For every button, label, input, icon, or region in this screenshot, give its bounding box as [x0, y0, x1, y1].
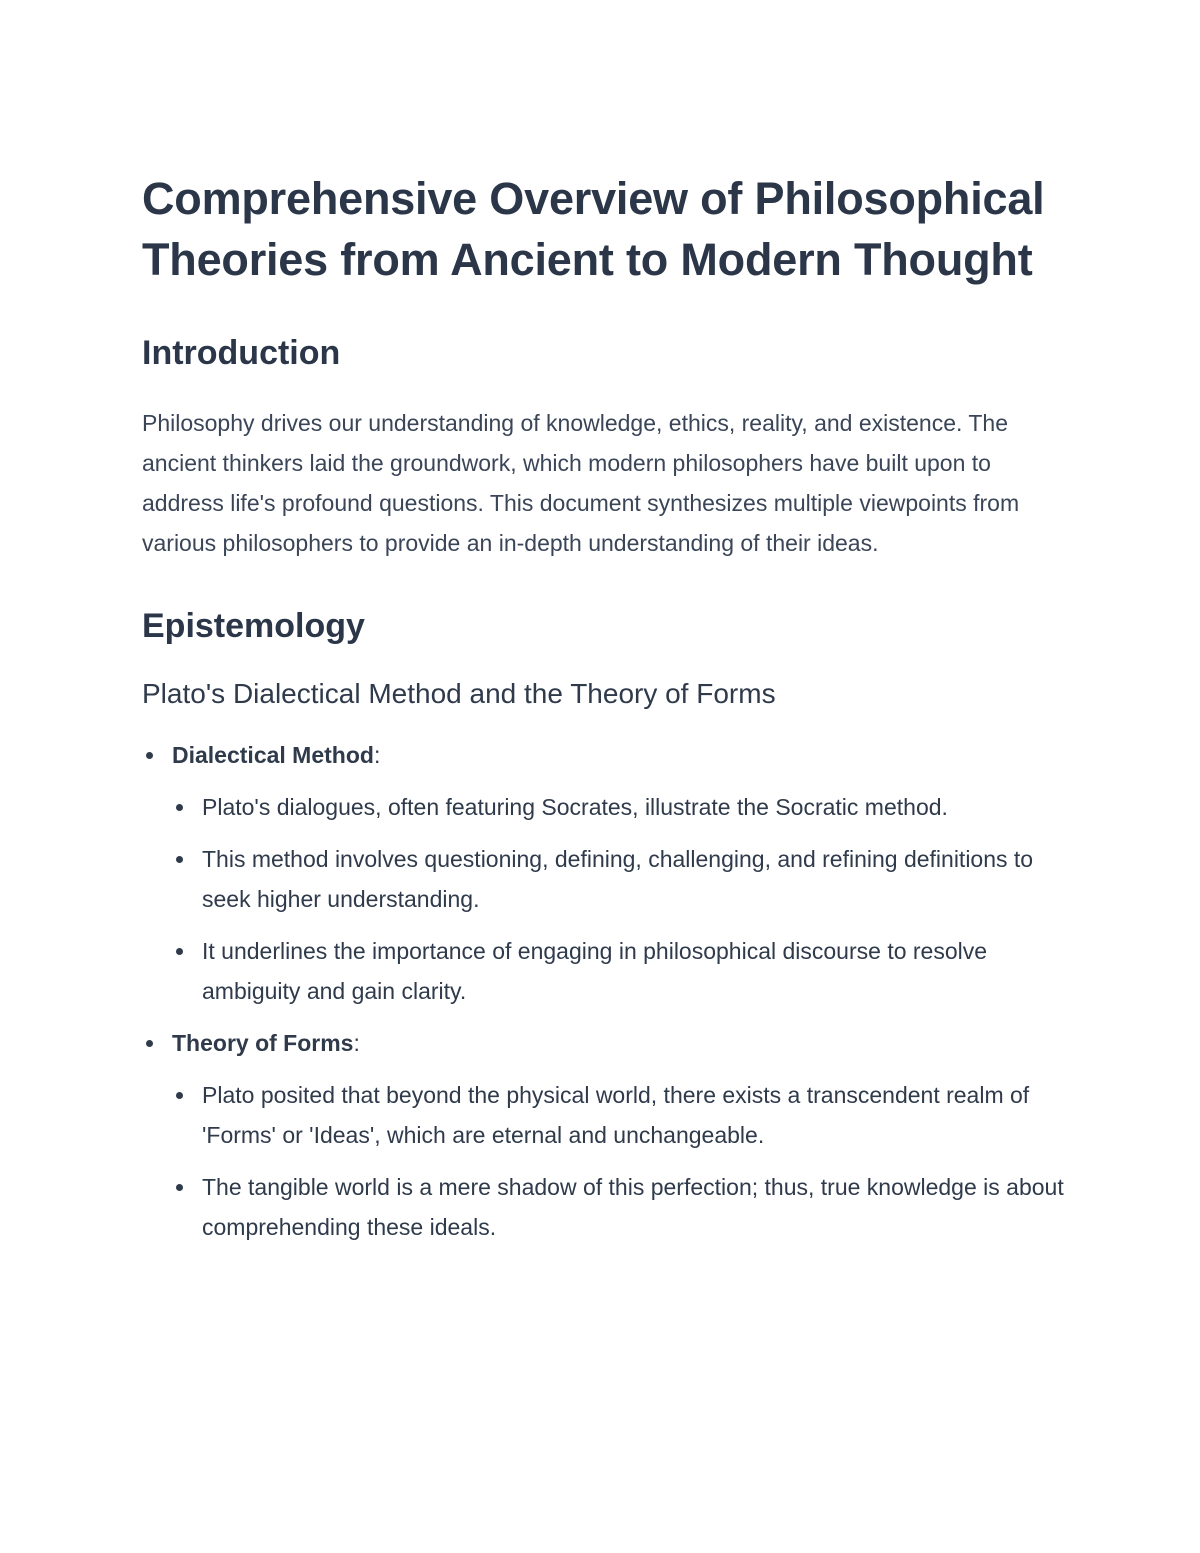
subsection-heading-plato: Plato's Dialectical Method and the Theory of Forms [142, 678, 776, 709]
introduction-paragraph: Philosophy drives our understanding of knowledge, ethics, reality, and existence. The ancient thinkers laid the groundwork, which modern philosophers have built upon to address life's profound questions. This document synthesizes multiple viewpoints from various philosophers to provide an in-depth understanding of their ideas. [142, 410, 1020, 556]
list-item-theory-of-forms [142, 1023, 1072, 1247]
document-title: Comprehensive Overview of Philosophical Theories from Ancient to Modern Thought [142, 173, 1045, 285]
list-item-dialectical-method [142, 735, 1072, 1011]
sub-list [172, 787, 1072, 1011]
topic-list [142, 735, 1072, 1247]
list-item: The tangible world is a mere shadow of this perfection; thus, true knowledge is about comprehending these ideals. [172, 1167, 1072, 1247]
list-item-title: Dialectical Method [172, 742, 374, 768]
list-item: This method involves questioning, defining, challenging, and refining definitions to seek higher understanding. [172, 839, 1072, 919]
list-item: It underlines the importance of engaging in philosophical discourse to resolve ambiguity and gain clarity. [172, 931, 1072, 1011]
list-item-title-suffix: : [373, 742, 381, 768]
list-item: Plato's dialogues, often featuring Socrates, illustrate the Socratic method. [172, 787, 1072, 827]
sub-list [172, 1075, 1072, 1247]
section-heading-introduction: Introduction [142, 334, 341, 372]
section-heading-epistemology: Epistemology [142, 607, 365, 645]
list-item: Plato posited that beyond the physical world, there exists a transcendent realm of 'Forms' or 'Ideas', which are eternal and unchangeable. [172, 1075, 1072, 1155]
list-item-title-suffix: : [353, 1030, 360, 1056]
list-item-title: Theory of Forms [172, 1030, 354, 1056]
document-page [142, 168, 1072, 1259]
